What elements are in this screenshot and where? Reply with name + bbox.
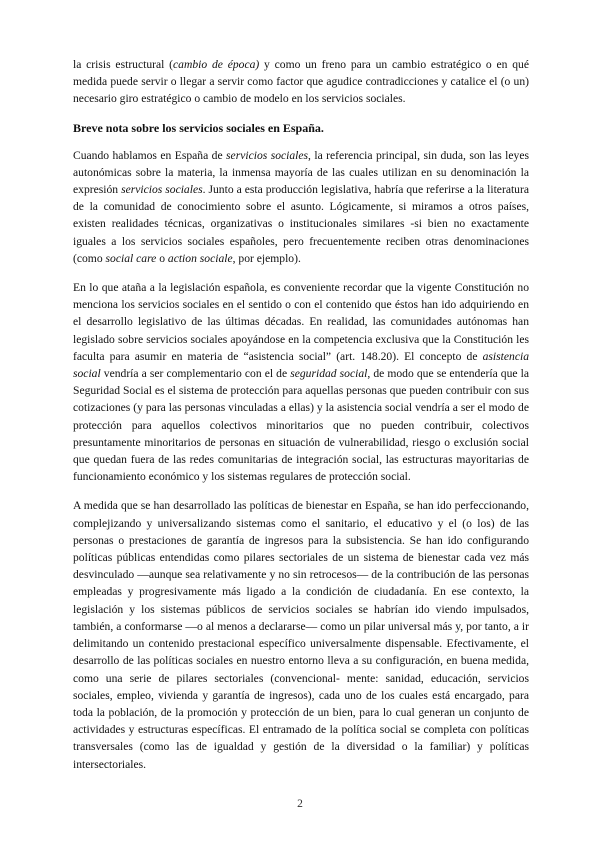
italic-term: social care — [105, 251, 157, 265]
italic-term: servicios sociales — [226, 148, 309, 162]
text-run: , de modo que se entendería que la Seguridad Social es el sistema de protección para aquellas personas que pueden contribuir con sus cotizaciones (y para las personas vinculadas a ellas) y la asistencia social vendría a ser el modo de protección para aquellos colectivos minoritarios que no pueden contribuir, colectivos presuntamente minoritarios de personas en situación de vulnerabilidad, riesgo o exclusión social que quedan fuera de las redes comunitarias de integración social, las estructuras mayoritarias de funcionamiento económico y los sistemas regulares de protección social. — [73, 367, 529, 484]
text-run: Cuando hablamos en España de — [73, 148, 227, 162]
text-run: y como un freno para un cambio estratégico o en qué medida puede servir o llegar a servir como factor que agudice contradicciones y catalice el (o un) necesario giro estratégico o cambio de modelo en los servicios sociales. — [73, 58, 529, 106]
paragraph-legislation — [73, 279, 529, 485]
text-run: vendría a ser complementario con el de — [100, 367, 291, 381]
italic-term: cambio de época) — [173, 58, 260, 71]
paragraph-definition — [73, 147, 529, 267]
text-run: En lo que ataña a la legislación española, es conveniente recordar que la vigente Constitución no menciona los servicios sociales en el sentido o con el contenido que éstos han ido adquiriendo en el desarrollo legislativo de las últimas décadas. En realidad, las comunidades autónomas han legislado sobre servicios sociales apoyándose en la competencia exclusiva que la Constitución les faculta para asumir en materia de “asistencia social” (art. 148.20). El concepto de — [73, 281, 529, 363]
text-run: . Junto a esta producción legislativa, habría que referirse a la literatura de la comunidad de conocimiento sobre el asunto. Lógicamente, si miramos a otros países, existen realidades técnicas, organizativas o institucionales similares -si bien no exactamente iguales a los servicios sociales españoles, pero frecuentemente reciben otras denominaciones (como — [73, 183, 529, 265]
text-run: o — [156, 251, 168, 265]
section-heading: Breve nota sobre los servicios sociales en España. — [73, 120, 324, 135]
italic-term: servicios sociales — [121, 183, 203, 197]
text-run: , por ejemplo). — [232, 251, 301, 265]
italic-term: seguridad social — [290, 367, 368, 381]
paragraph-welfare-policies: A medida que se han desarrollado las políticas de bienestar en España, se han ido perfeccionando, complejizando y universalizando sistemas como el sanitario, el educativo y el (o los) de las personas o prestaciones de garantía de ingresos para la subsistencia. Se han ido configurando políticas públicas entendidas como pilares sectoriales de un sistema de bienestar cada vez más desvinculado —aunque sea relativamente y no sin retrocesos— de la contribución de las personas empleadas y progresivamente más ligado a la condición de ciudadanía. En ese contexto, la legislación y los sistemas públicos de servicios sociales se habrían ido viendo impulsados, también, a conformarse —o al menos a declararse— como un pilar universal más y, por tanto, a ir delimitando un contenido prestacional específico universalmente dispensable. Efectivamente, el desarrollo de las políticas sociales en nuestro entorno lleva a su configuración, en buena medida, como una serie de pilares sectoriales (convencional- mente: sanidad, educación, servicios sociales, empleo, vivienda y garantía de ingresos), cada uno de los cuales está encargado, para toda la población, de la promoción y protección de un bien, para lo cual generan un conjunto de actividades y estructuras específicas. El entramado de la política social se completa con políticas transversales (como las de igualdad y gestión de la diversidad o la familiar) y políticas intersectoriales. — [73, 499, 529, 771]
italic-term: action sociale — [167, 251, 233, 265]
paragraph-intro-continuation — [73, 56, 529, 108]
italic-term: asistencia social — [73, 349, 529, 381]
text-run: la crisis estructural ( — [73, 58, 174, 71]
page-number: 2 — [297, 798, 303, 810]
text-run: , la referencia principal, sin duda, son las leyes autonómicas sobre la materia, la inmensa mayoría de las cuales utilizan en su denominación la expresión — [73, 148, 529, 197]
